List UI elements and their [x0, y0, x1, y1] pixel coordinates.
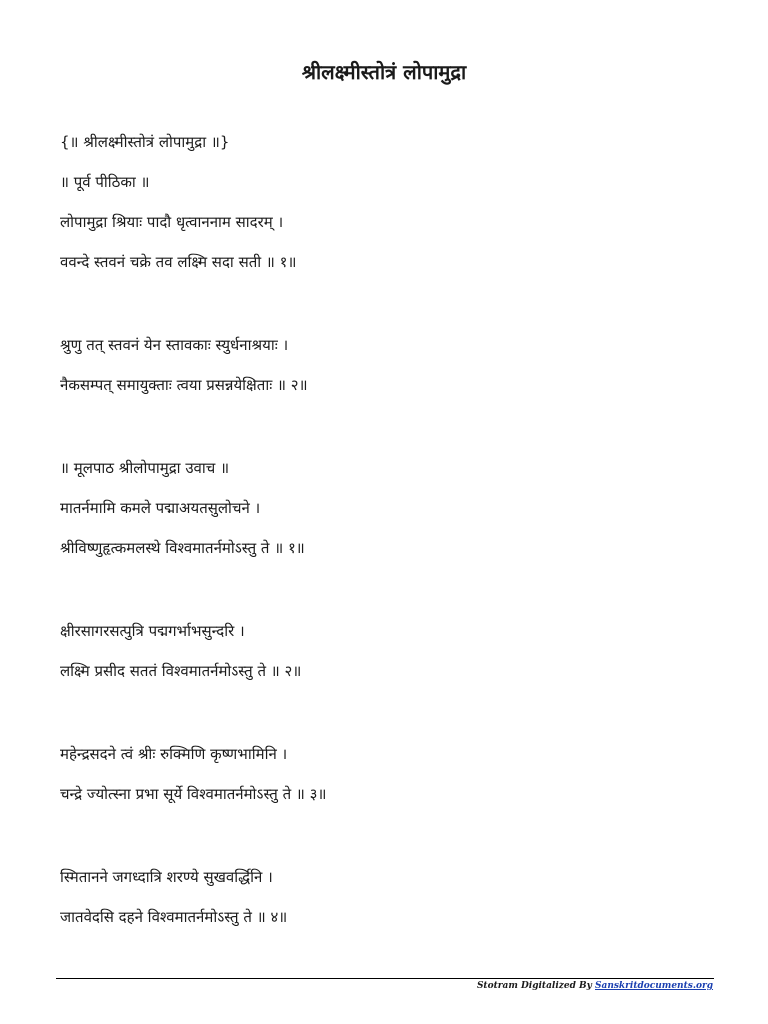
- stanza: [60, 325, 720, 405]
- verse-line: जातवेदसि दहने विश्वमातर्नमोऽस्तु ते ॥ ४॥: [60, 908, 288, 926]
- verse-line: ववन्दे स्तवनं चक्रे तव लक्ष्मि सदा सती ॥ १॥: [60, 253, 297, 271]
- stanza: [60, 734, 720, 814]
- verse-line: श्रुणु तत् स्तवनं येन स्तावकाः स्युर्धनाश्रयाः ।: [60, 336, 289, 354]
- stanza-gap: [60, 691, 720, 734]
- verse-line: लोपामुद्रा श्रियाः पादौ धृत्वाननाम सादरम् ।: [60, 213, 284, 231]
- footer-credit-prefix: Stotram Digitalized By: [476, 981, 595, 991]
- stotram-text: [60, 122, 720, 937]
- footer-credit: [477, 981, 713, 991]
- verse-line: लक्ष्मि प्रसीद सततं विश्वमातर्नमोऽस्तु ते ॥ २॥: [60, 662, 302, 680]
- stanza: [60, 857, 720, 937]
- stanza-gap: [60, 568, 720, 611]
- stanza: [60, 611, 720, 691]
- footer-divider: [56, 978, 714, 979]
- stanza-gap: [60, 282, 720, 325]
- stanza-gap: [60, 405, 720, 448]
- page-title: श्रीलक्ष्मीस्तोत्रं लोपामुद्रा: [301, 60, 467, 84]
- verse-line: क्षीरसागरसत्पुत्रि पद्मगर्भाभसुन्दरि ।: [60, 622, 245, 640]
- stanza: [60, 448, 720, 568]
- verse-line: नैकसम्पत् समायुक्ताः त्वया प्रसन्नयेक्षिताः ॥ २॥: [60, 376, 308, 394]
- section-heading: ॥ मूलपाठ श्रीलोपामुद्रा उवाच ॥: [60, 459, 230, 477]
- verse-line: श्रीविष्णुहृत्कमलस्थे विश्वमातर्नमोऽस्तु ते ॥ १॥: [60, 539, 305, 557]
- verse-line: चन्द्रे ज्योत्स्ना प्रभा सूर्ये विश्वमातर्नमोऽस्तु ते ॥ ३॥: [60, 785, 327, 803]
- section-heading: ॥ पूर्व पीठिका ॥: [60, 173, 150, 191]
- verse-line: स्मितानने जगध्दात्रि शरण्ये सुखवर्द्धिनि ।: [60, 868, 273, 886]
- verse-line: {॥ श्रीलक्ष्मीस्तोत्रं लोपामुद्रा ॥}: [60, 133, 230, 151]
- verse-line: मातर्नमामि कमले पद्माअयतसुलोचने ।: [60, 499, 261, 517]
- stanza: [60, 122, 720, 282]
- stanza-gap: [60, 814, 720, 857]
- footer-credit-link[interactable]: Sanskritdocuments.org: [594, 981, 713, 991]
- verse-line: महेन्द्रसदने त्वं श्रीः रुक्मिणि कृष्णभामिनि ।: [60, 745, 288, 763]
